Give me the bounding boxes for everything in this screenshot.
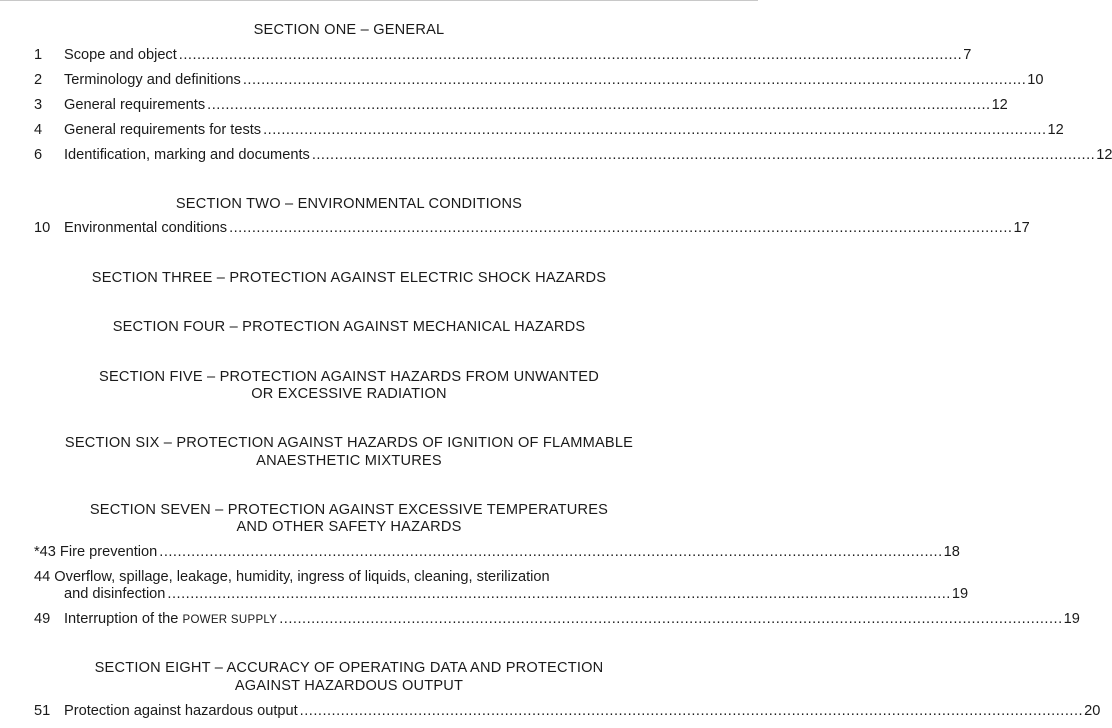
toc-entry-page: 19	[1063, 611, 1080, 627]
toc-entry[interactable]	[34, 46, 972, 64]
toc-entry[interactable]	[34, 96, 1008, 114]
toc-entry-title	[64, 610, 277, 629]
toc-entry-title: Scope and object	[64, 47, 177, 63]
dot-leader: ............................................................................................................................................................................	[263, 122, 1047, 138]
toc-entry-page: 12	[1047, 122, 1064, 138]
toc-entry[interactable]	[34, 121, 1064, 139]
toc-entry-page: 17	[1013, 220, 1030, 236]
section-five-heading-line2: OR EXCESSIVE RADIATION	[251, 386, 447, 402]
section-two-heading: SECTION TWO – ENVIRONMENTAL CONDITIONS	[175, 196, 523, 212]
toc-entry-page: 18	[943, 544, 960, 560]
toc-entry-page: 20	[1084, 703, 1101, 719]
toc-entry-number: 51	[34, 703, 51, 719]
toc-entry-page: 12	[1096, 147, 1112, 163]
toc-entry-title: Identification, marking and documents	[64, 147, 310, 163]
toc-entry-title: General requirements	[64, 97, 206, 113]
toc-entry-number: 44	[34, 569, 51, 585]
dot-leader: ............................................................................................................................................................................	[279, 611, 1063, 627]
dot-leader: ............................................................................................................................................................................	[242, 72, 1027, 88]
toc-entry-number: 2	[34, 72, 43, 88]
toc-entry-number: 3	[34, 97, 43, 113]
toc-entry-title: Terminology and definitions	[64, 72, 241, 88]
dot-leader: ............................................................................................................................................................................	[311, 147, 1096, 163]
toc-entry-title-text: Interruption of the	[64, 611, 179, 627]
toc-entry-number: 4	[34, 122, 43, 138]
toc-entry-title-smallcaps: POWER SUPPLY	[182, 614, 278, 626]
section-three-heading: SECTION THREE – PROTECTION AGAINST ELECTRIC SHOCK HAZARDS	[91, 270, 607, 286]
toc-entry-continuation[interactable]	[64, 585, 969, 603]
toc-entry-title: Overflow, spillage, leakage, humidity, ingress of liquids, cleaning, sterilization	[54, 569, 550, 585]
toc-entry-page: 7	[963, 47, 972, 63]
toc-entry-title: General requirements for tests	[64, 122, 262, 138]
toc-entry-number: 6	[34, 147, 43, 163]
toc-entry[interactable]	[34, 610, 1080, 628]
toc-entry-number: 49	[34, 611, 51, 627]
section-four-heading: SECTION FOUR – PROTECTION AGAINST MECHANICAL HAZARDS	[112, 319, 586, 335]
dot-leader: ............................................................................................................................................................................	[178, 47, 963, 63]
toc-entry-title-continued: and disinfection	[64, 586, 166, 602]
toc-entry-multiline[interactable]	[34, 568, 714, 586]
toc-entry-title: Environmental conditions	[64, 220, 228, 236]
section-eight-heading-line1: SECTION EIGHT – ACCURACY OF OPERATING DATA AND PROTECTION	[94, 660, 604, 676]
section-eight-heading-line2: AGAINST HAZARDOUS OUTPUT	[234, 678, 464, 694]
toc-entry-page: 10	[1027, 72, 1044, 88]
toc-entry[interactable]	[34, 71, 1044, 89]
section-six-heading-line2: ANAESTHETIC MIXTURES	[256, 453, 442, 469]
section-five-heading-line1: SECTION FIVE – PROTECTION AGAINST HAZARDS FROM UNWANTED	[99, 369, 599, 385]
toc-entry[interactable]	[34, 702, 1101, 720]
dot-leader: ............................................................................................................................................................................	[207, 97, 991, 113]
section-one-heading: SECTION ONE – GENERAL	[253, 22, 445, 38]
toc-entry-number: 1	[34, 47, 43, 63]
dot-leader: ............................................................................................................................................................................	[159, 544, 943, 560]
toc-entry[interactable]	[34, 543, 960, 561]
section-six-heading-line1: SECTION SIX – PROTECTION AGAINST HAZARDS OF IGNITION OF FLAMMABLE	[64, 435, 634, 451]
toc-entry-title: Protection against hazardous output	[64, 703, 298, 719]
section-seven-heading-line2: AND OTHER SAFETY HAZARDS	[236, 519, 462, 535]
toc-entry-title: Fire prevention	[59, 544, 158, 560]
dot-leader: ............................................................................................................................................................................	[167, 586, 951, 602]
section-seven-heading-line1: SECTION SEVEN – PROTECTION AGAINST EXCESSIVE TEMPERATURES	[89, 502, 609, 518]
toc-entry[interactable]	[34, 146, 1112, 164]
toc-entry-number: *43	[34, 544, 56, 560]
dot-leader: ............................................................................................................................................................................	[299, 703, 1084, 719]
toc-entry[interactable]	[34, 219, 1030, 237]
toc-entry-page: 12	[991, 97, 1008, 113]
toc-entry-number: 10	[34, 220, 51, 236]
page-top-border	[0, 0, 758, 1]
dot-leader: ............................................................................................................................................................................	[229, 220, 1013, 236]
toc-entry-page: 19	[951, 586, 969, 602]
